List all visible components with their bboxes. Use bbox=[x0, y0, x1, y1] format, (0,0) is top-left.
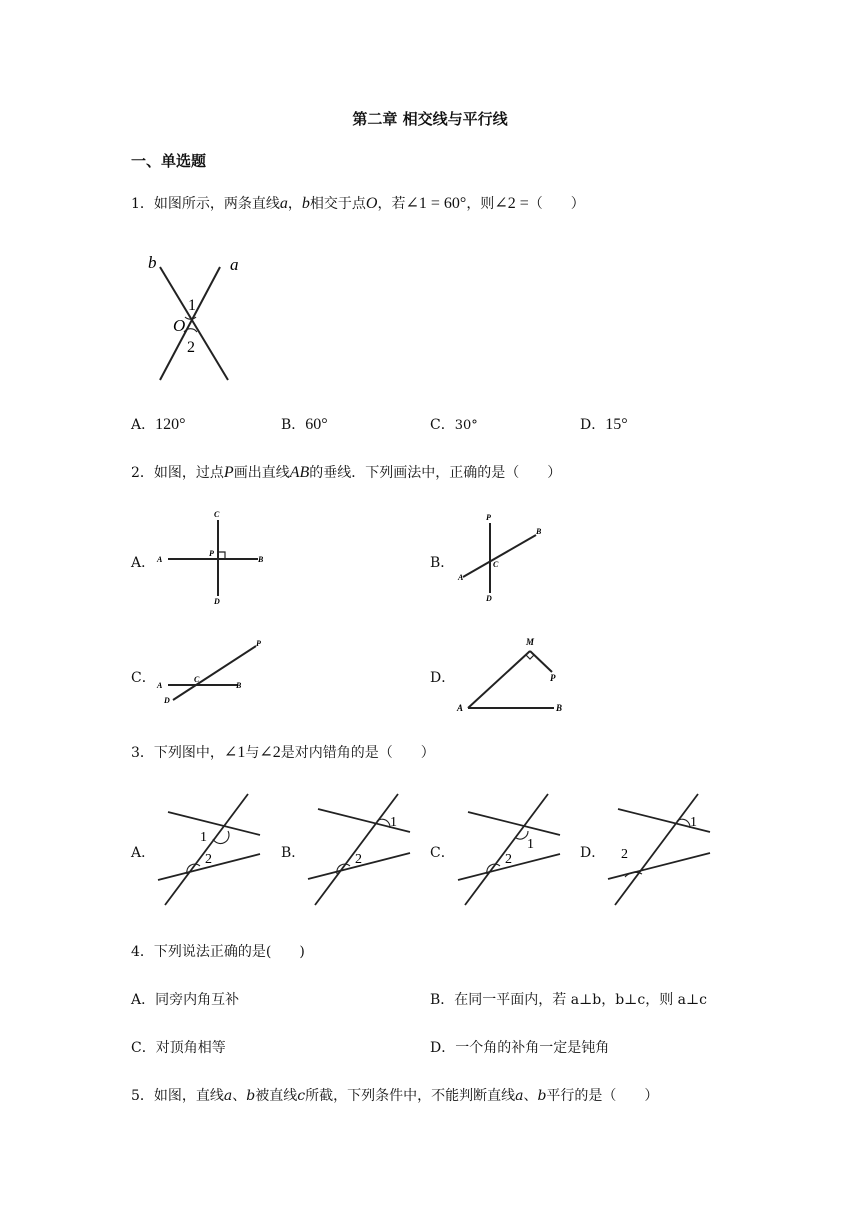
question-number: 5． bbox=[131, 1088, 154, 1104]
line-MP bbox=[530, 651, 552, 672]
label-M: M bbox=[526, 637, 535, 647]
question-4-stem bbox=[131, 941, 305, 961]
var-b: b bbox=[537, 1088, 547, 1104]
label-2: 2 bbox=[505, 852, 512, 867]
question-number: 4． bbox=[131, 944, 154, 960]
question-1-stem bbox=[131, 193, 585, 213]
angle-1-symbol: ∠1 bbox=[223, 744, 246, 761]
question-text: 被直线 bbox=[255, 1088, 298, 1104]
label-B: B bbox=[236, 681, 242, 690]
line-top bbox=[468, 812, 560, 835]
label-1: 1 bbox=[690, 815, 697, 830]
label-A: A bbox=[157, 681, 163, 690]
label-1: 1 bbox=[527, 837, 534, 852]
q4-option-b[interactable] bbox=[430, 989, 707, 1009]
q1-option-d[interactable] bbox=[580, 414, 628, 434]
label-P: P bbox=[486, 513, 491, 522]
question-text: 下列图中， bbox=[153, 745, 224, 761]
q3-option-b[interactable]: B． bbox=[281, 845, 306, 861]
option-letter: C． bbox=[430, 417, 455, 433]
var-P: P bbox=[223, 464, 234, 481]
line-AM bbox=[468, 651, 530, 708]
label-2: 2 bbox=[205, 852, 212, 867]
line-b bbox=[160, 267, 228, 380]
line-DP bbox=[173, 646, 256, 700]
label-P: P bbox=[256, 639, 261, 648]
label-b: b bbox=[148, 253, 157, 272]
label-D: D bbox=[214, 597, 220, 606]
var-a: a bbox=[279, 195, 288, 212]
question-text: 画出直线 bbox=[233, 465, 290, 481]
option-letter: D． bbox=[430, 1040, 456, 1056]
option-letter: B． bbox=[430, 992, 455, 1008]
transversal bbox=[465, 794, 548, 905]
q1-option-b[interactable] bbox=[281, 414, 328, 434]
line-top bbox=[168, 812, 260, 835]
q2-option-c[interactable]: C． bbox=[131, 670, 156, 686]
label-P: P bbox=[550, 673, 556, 683]
question-number: 3． bbox=[131, 745, 154, 761]
label-A: A bbox=[157, 555, 163, 564]
q2-figure-c bbox=[150, 630, 280, 710]
q2-figure-d bbox=[450, 630, 580, 720]
line-AB bbox=[463, 535, 536, 577]
question-text: 如图所示，两条直线 bbox=[153, 196, 280, 212]
option-text: 对顶角相等 bbox=[155, 1040, 226, 1056]
label-O: O bbox=[173, 316, 186, 335]
q2-option-d[interactable]: D． bbox=[430, 670, 456, 686]
question-text: ，若 bbox=[377, 196, 406, 212]
label-1: 1 bbox=[390, 815, 397, 830]
question-2-stem bbox=[131, 462, 561, 482]
q2-option-b[interactable]: B． bbox=[430, 555, 455, 571]
page-title: 第二章 相交线与平行线 bbox=[352, 110, 508, 128]
var-b: b bbox=[301, 195, 310, 212]
question-text: 是对内错角的是（ ） bbox=[280, 745, 435, 761]
var-a: a bbox=[223, 1088, 233, 1104]
label-A: A bbox=[457, 703, 464, 713]
label-B: B bbox=[536, 527, 542, 536]
option-value: 15° bbox=[605, 416, 628, 433]
label-B: B bbox=[258, 555, 264, 564]
question-text: 所截，下列条件中，不能判断直线 bbox=[305, 1088, 516, 1104]
label-D: D bbox=[164, 696, 170, 705]
var-b: b bbox=[246, 1088, 256, 1104]
label-C: C bbox=[493, 560, 499, 569]
q2-option-a[interactable]: A． bbox=[131, 555, 156, 571]
option-letter: B． bbox=[281, 417, 306, 433]
question-number: 2． bbox=[131, 465, 154, 481]
q1-intersecting-lines-figure bbox=[140, 248, 250, 388]
ask-expression: ∠2 = bbox=[494, 195, 529, 212]
transversal bbox=[165, 794, 248, 905]
label-C: C bbox=[194, 675, 200, 684]
var-AB: AB bbox=[289, 464, 310, 481]
option-letter: D． bbox=[580, 417, 606, 433]
q1-option-c[interactable] bbox=[430, 414, 478, 434]
label-2: 2 bbox=[187, 339, 195, 356]
question-text: 下列说法正确的是( ) bbox=[153, 944, 305, 960]
option-text: 在同一平面内，若 a⊥b，b⊥c，则 a⊥c bbox=[454, 992, 707, 1008]
q3-figure-c bbox=[450, 790, 575, 915]
q2-figure-b bbox=[450, 508, 560, 608]
right-angle-mark bbox=[526, 655, 534, 659]
answer-paren: （ ） bbox=[528, 196, 585, 212]
q4-option-c[interactable] bbox=[131, 1037, 226, 1057]
question-text: 如图，直线 bbox=[153, 1088, 224, 1104]
question-number: 1． bbox=[131, 196, 154, 212]
question-text: 相交于点 bbox=[309, 196, 366, 212]
right-angle-mark bbox=[218, 552, 225, 559]
line-a bbox=[160, 267, 220, 380]
option-value: 60° bbox=[305, 416, 328, 433]
condition-expression: ∠1 = 60° bbox=[405, 195, 467, 212]
q1-option-a[interactable] bbox=[131, 414, 186, 434]
option-letter: A． bbox=[131, 417, 156, 433]
option-value: 30° bbox=[454, 418, 478, 433]
label-2: 2 bbox=[621, 847, 628, 862]
question-text: ， bbox=[287, 196, 302, 212]
option-letter: A． bbox=[131, 992, 156, 1008]
var-c: c bbox=[297, 1088, 306, 1104]
label-a: a bbox=[230, 255, 239, 274]
q4-option-a[interactable] bbox=[131, 989, 239, 1009]
q4-option-d[interactable] bbox=[430, 1037, 609, 1057]
question-5-stem bbox=[131, 1085, 658, 1105]
label-1: 1 bbox=[200, 830, 207, 845]
var-a: a bbox=[515, 1088, 524, 1104]
option-value: 120° bbox=[155, 416, 186, 433]
label-P: P bbox=[209, 549, 214, 558]
label-C: C bbox=[214, 510, 220, 519]
label-D: D bbox=[486, 594, 492, 603]
q3-figure-b bbox=[300, 790, 425, 915]
option-text: 同旁内角互补 bbox=[155, 992, 240, 1008]
option-letter: C． bbox=[131, 1040, 156, 1056]
question-text: ，则 bbox=[466, 196, 495, 212]
question-text: 如图，过点 bbox=[153, 465, 224, 481]
question-text: 与 bbox=[245, 745, 260, 761]
q3-option-c[interactable]: C． bbox=[430, 845, 455, 861]
var-O: O bbox=[365, 195, 378, 212]
q3-figure-a bbox=[150, 790, 275, 915]
q3-option-a[interactable]: A． bbox=[131, 845, 156, 861]
q2-figure-a bbox=[150, 508, 280, 608]
label-B: B bbox=[556, 703, 563, 713]
label-2: 2 bbox=[355, 852, 362, 867]
angle-2-symbol: ∠2 bbox=[259, 744, 281, 761]
label-1: 1 bbox=[188, 297, 196, 314]
label-A: A bbox=[458, 573, 464, 582]
question-text: 、 bbox=[523, 1088, 538, 1104]
section-heading: 一、单选题 bbox=[131, 152, 207, 170]
q3-figure-d bbox=[600, 790, 725, 915]
question-text: 平行的是（ ） bbox=[546, 1088, 659, 1104]
question-text: 的垂线．下列画法中，正确的是（ ） bbox=[309, 465, 562, 481]
option-text: 一个角的补角一定是钝角 bbox=[455, 1040, 610, 1056]
question-3-stem bbox=[131, 742, 435, 762]
question-text: 、 bbox=[232, 1088, 247, 1104]
q3-option-d[interactable]: D． bbox=[580, 845, 606, 861]
